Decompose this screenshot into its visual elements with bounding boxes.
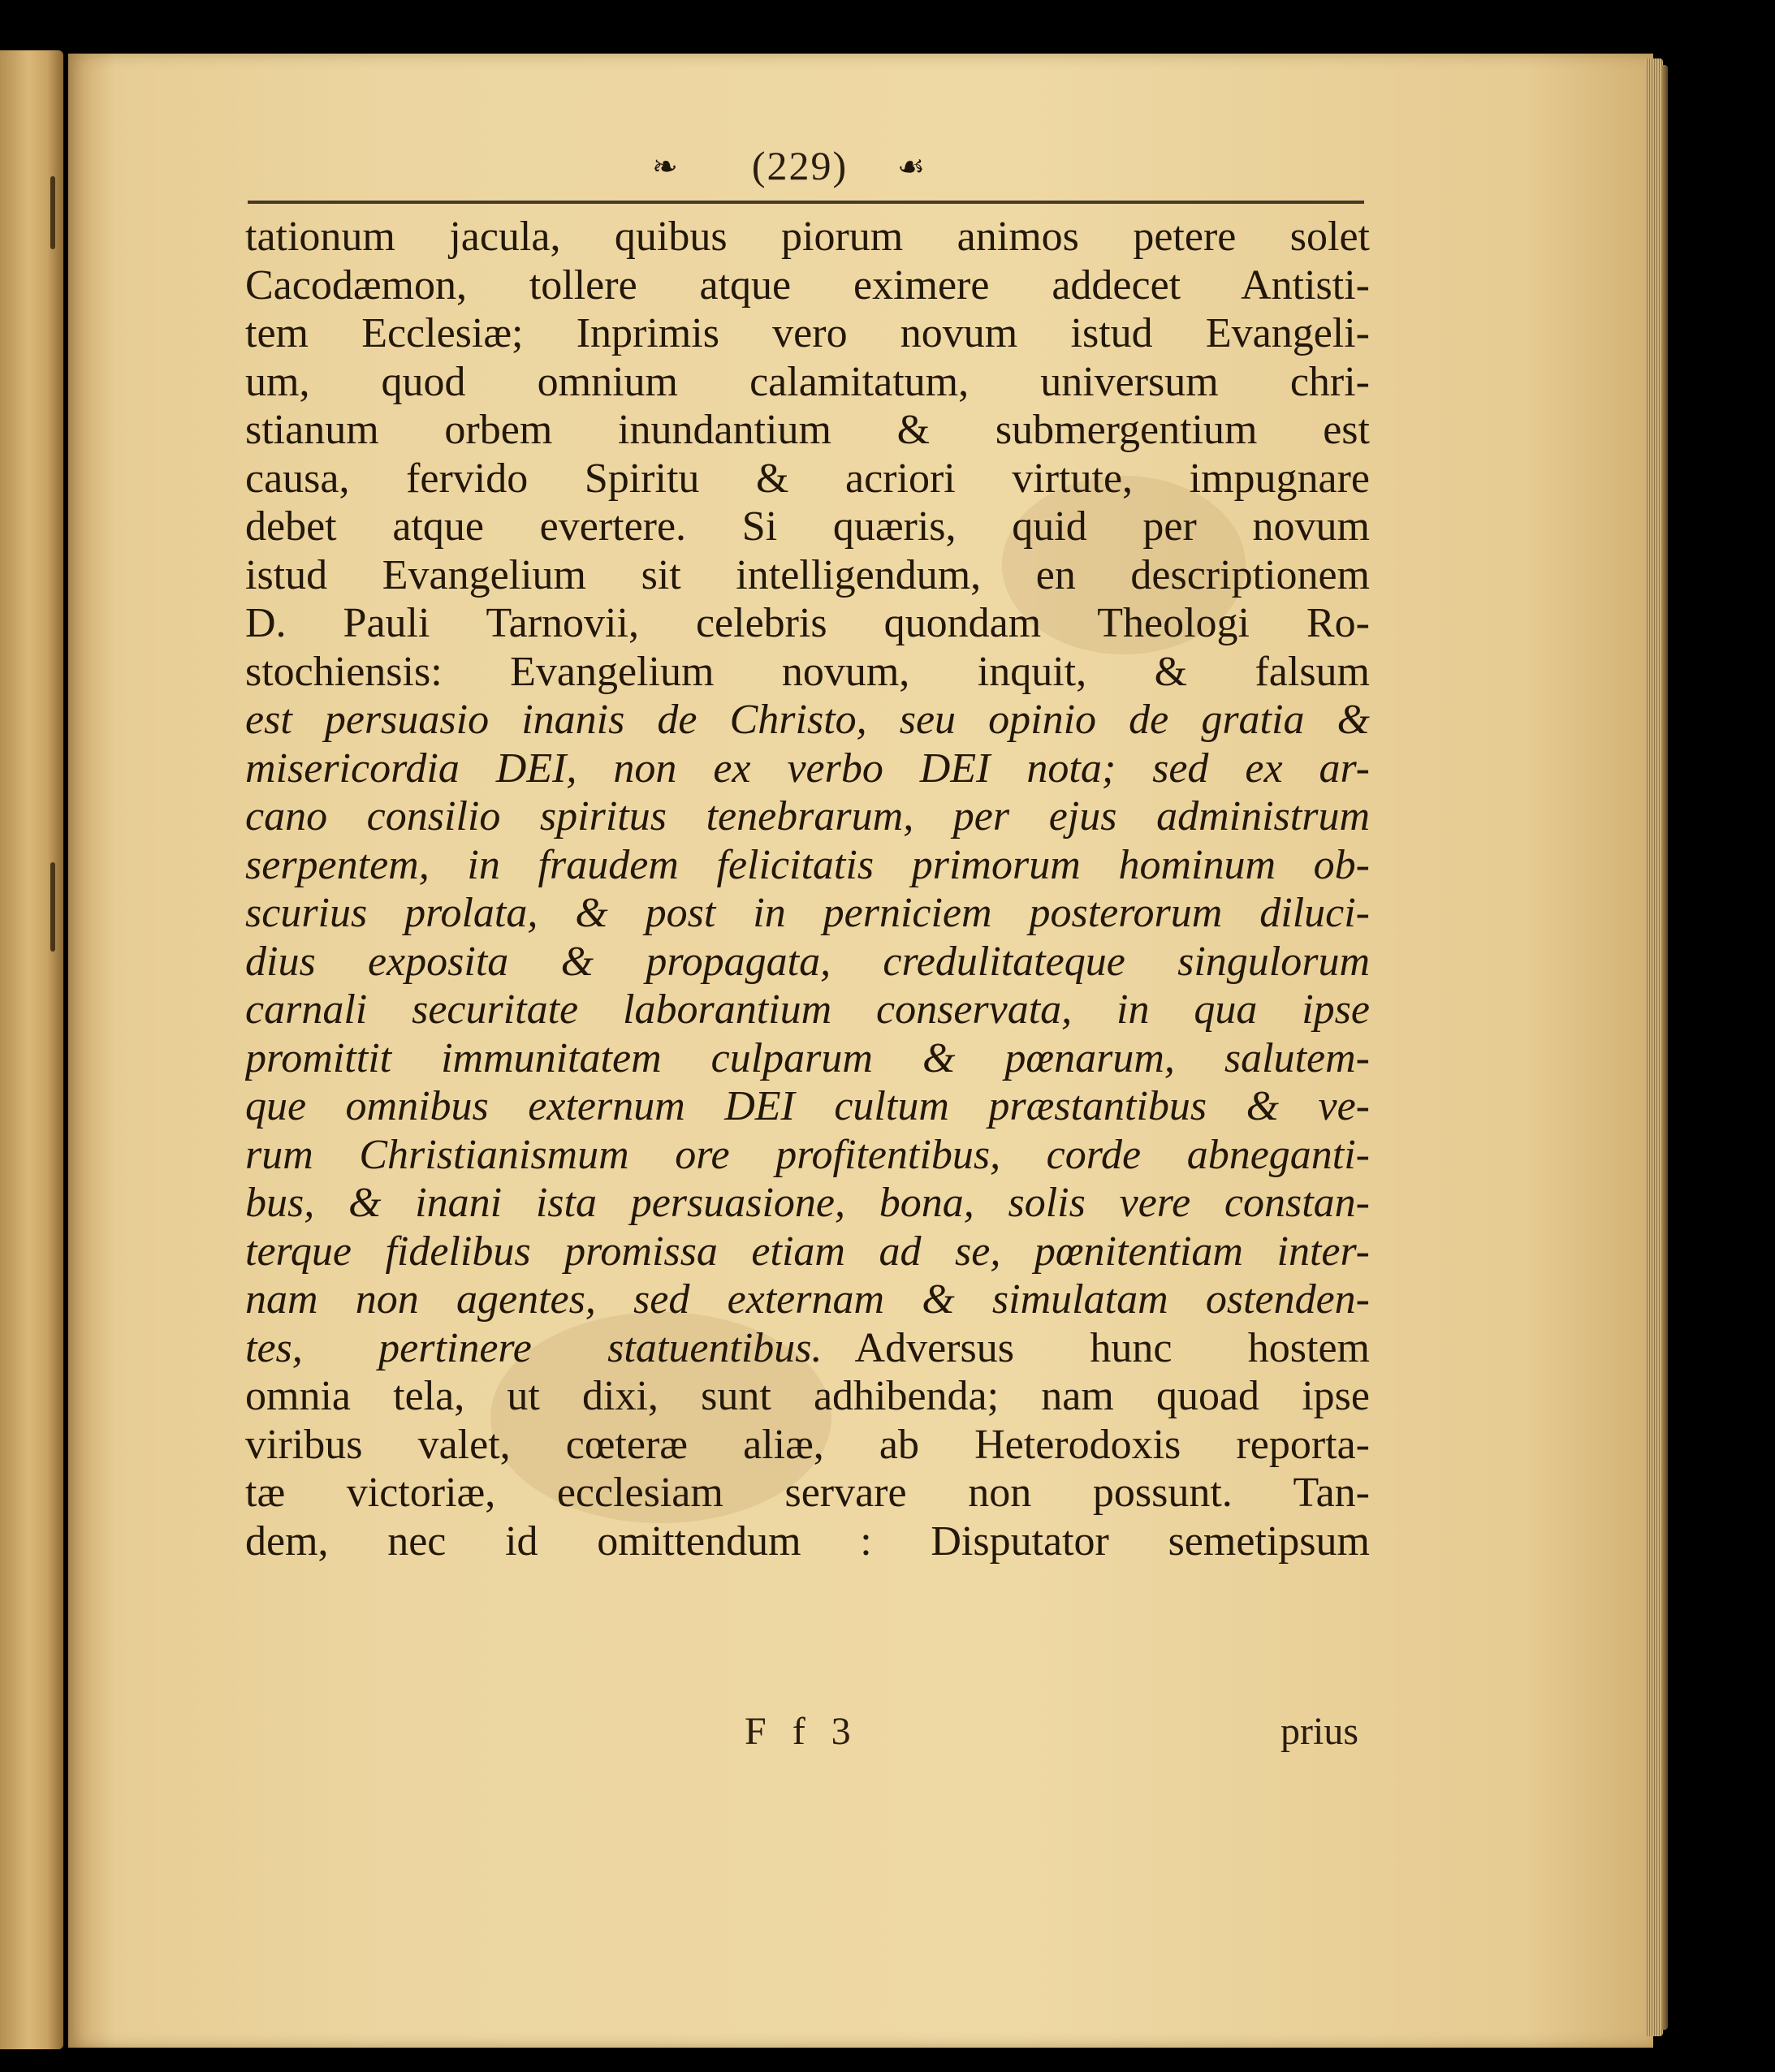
text-line: D. Pauli Tarnovii, celebris quondam Theologi Ro-	[245, 600, 1370, 646]
page-block-shadow	[1661, 65, 1668, 2030]
text-line: dem, nec id omittendum : Disputator semetipsum	[245, 1517, 1370, 1565]
header-rule	[248, 201, 1364, 204]
text-line: bus, & inani ista persuasione, bona, solis vere constan-	[245, 1180, 1370, 1226]
catchword: prius	[1281, 1710, 1358, 1753]
ornament-right-icon: ☙	[897, 150, 926, 184]
text-line: dius exposita & propagata, credulitateque singulorum	[245, 938, 1370, 985]
text-line: cano consilio spiritus tenebrarum, per ejus administrum	[245, 793, 1370, 840]
text-line: terque fidelibus promissa etiam ad se, pœnitentiam inter-	[245, 1228, 1370, 1275]
text-line: scurius prolata, & post in perniciem posterorum diluci-	[245, 890, 1370, 936]
ornament-left-icon: ❧	[652, 150, 678, 184]
text-line: stochiensis: Evangelium novum, inquit, & falsum	[245, 648, 1370, 695]
signature-mark: F f 3	[745, 1710, 859, 1753]
text-line: est persuasio inanis de Christo, seu opinio de gratia &	[245, 697, 1370, 743]
text-line: viribus valet, cœteræ aliæ, ab Heterodoxis reporta-	[245, 1421, 1370, 1468]
text-line	[245, 1324, 1370, 1373]
text-line: omnia tela, ut dixi, sunt adhibenda; nam quoad ipse	[245, 1373, 1370, 1419]
binding-mark	[50, 862, 55, 952]
text-line: serpentem, in fraudem felicitatis primorum hominum ob-	[245, 841, 1370, 888]
page-number: (229)	[751, 143, 849, 188]
text-line: tationum jacula, quibus piorum animos petere solet	[245, 214, 1370, 260]
text-line: istud Evangelium sit intelligendum, en descriptionem	[245, 551, 1370, 598]
text-line: promittit immunitatem culparum & pœnarum, salutem-	[245, 1034, 1370, 1081]
text-line: rum Christianismum ore profitentibus, corde abneganti-	[245, 1131, 1370, 1178]
running-header	[248, 142, 1364, 207]
text-line-italic-part: tes, pertinere statuentibus.	[245, 1324, 823, 1371]
text-line: Cacodæmon, tollere atque eximere addecet Antisti-	[245, 261, 1370, 309]
text-line: nam non agentes, sed externam & simulatam ostenden-	[245, 1276, 1370, 1323]
text-line: carnali securitate laborantium conservata, in qua ipse	[245, 986, 1370, 1033]
text-line: um, quod omnium calamitatum, universum chri-	[245, 358, 1370, 405]
page-block-edges	[1645, 58, 1663, 2036]
body-text	[245, 213, 1370, 1565]
text-line: misericordia DEI, non ex verbo DEI nota; sed ex ar-	[245, 745, 1370, 792]
text-line: que omnibus externum DEI cultum præstantibus & ve-	[245, 1083, 1370, 1129]
text-line-roman-part: Adversus hunc hostem	[854, 1324, 1370, 1371]
text-line: tem Ecclesiæ; Inprimis vero novum istud Evangeli-	[245, 310, 1370, 356]
facing-page-edge	[0, 50, 63, 2049]
text-line: stianum orbem inundantium & submergentium est	[245, 407, 1370, 453]
binding-mark	[50, 176, 55, 249]
page-footer	[245, 1709, 1370, 1766]
text-line: tæ victoriæ, ecclesiam servare non possunt. Tan-	[245, 1470, 1370, 1516]
text-line: debet atque evertere. Si quæris, quid per novum	[245, 503, 1370, 550]
text-line: causa, fervido Spiritu & acriori virtute, impugnare	[245, 455, 1370, 502]
